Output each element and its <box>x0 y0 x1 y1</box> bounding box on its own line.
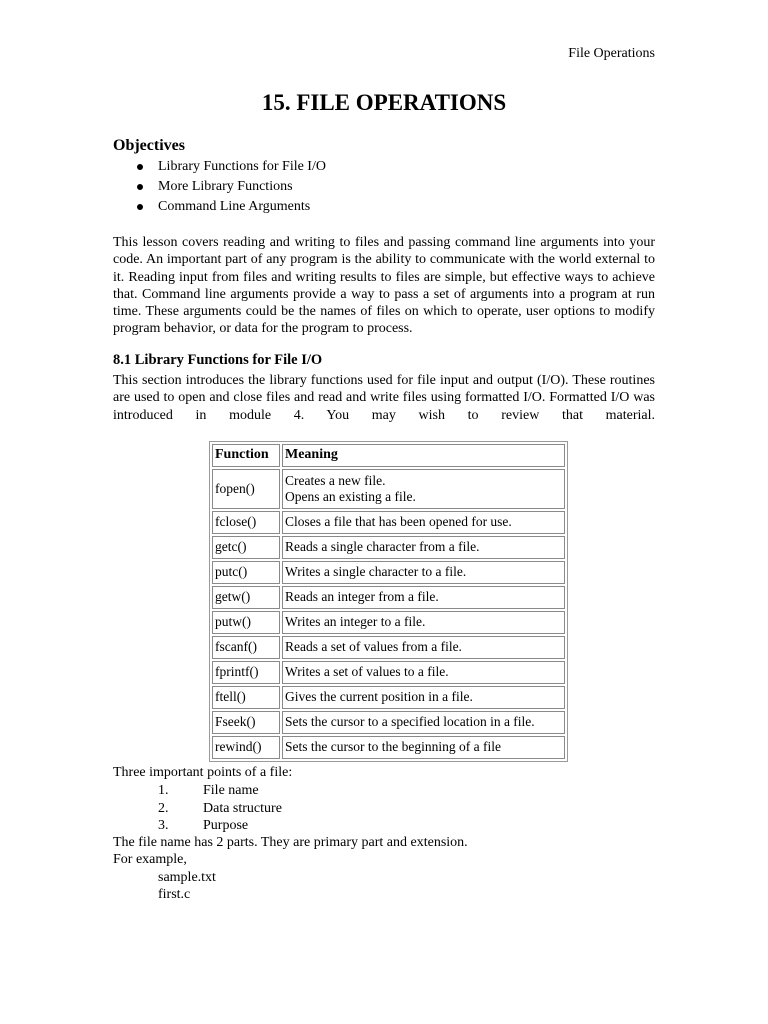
meaning-cell: Sets the cursor to a specified location in a file. <box>282 711 565 734</box>
table-row <box>212 536 565 559</box>
example-item: sample.txt <box>158 870 216 885</box>
list-item-label: More Library Functions <box>158 179 293 194</box>
table-row <box>212 736 565 759</box>
examples-list <box>158 869 216 903</box>
function-cell: getc() <box>212 536 280 559</box>
meaning-cell: Reads a single character from a file. <box>282 536 565 559</box>
function-cell: fclose() <box>212 511 280 534</box>
example-item: first.c <box>158 887 191 902</box>
table-row <box>212 636 565 659</box>
meaning-cell: Writes an integer to a file. <box>282 611 565 634</box>
table-row <box>212 561 565 584</box>
objectives-heading: Objectives <box>113 137 185 154</box>
meaning-cell: Writes a set of values to a file. <box>282 661 565 684</box>
meaning-cell: Gives the current position in a file. <box>282 686 565 709</box>
list-item-label: Command Line Arguments <box>158 199 311 214</box>
list-number: 2. <box>158 800 169 816</box>
list-number: 1. <box>158 783 169 798</box>
meaning-cell: Reads a set of values from a file. <box>282 636 565 659</box>
list-item-label: Purpose <box>203 818 249 833</box>
bullet-icon <box>137 164 143 170</box>
list-item <box>135 197 326 217</box>
list-item-label: Data structure <box>203 800 282 816</box>
function-cell: fopen() <box>212 469 280 509</box>
meaning-line: Creates a new file. <box>285 472 386 488</box>
meaning-cell: Writes a single character to a file. <box>282 561 565 584</box>
list-item-label: File name <box>203 783 259 798</box>
table-row <box>212 611 565 634</box>
list-item-label: Library Functions for File I/O <box>158 159 326 174</box>
column-header-function: Function <box>212 444 280 467</box>
section-heading: 8.1 Library Functions for File I/O <box>113 352 323 368</box>
intro-paragraph: This lesson covers reading and writing to files and passing command line arguments into your code. An important part of any program is the ability to communicate with the world external to it. Reading input from files and writing results to files are simple, but effective ways to achieve that. Command line arguments provide a way to pass a set of arguments into a program at run time. These arguments could be the names of files on which to operate, user options to modify program behavior, or data for the program to process. <box>113 235 655 337</box>
list-item <box>135 157 326 177</box>
list-item <box>135 177 326 197</box>
functions-table <box>209 441 568 762</box>
objectives-list <box>135 157 326 217</box>
points-intro: Three important points of a file: <box>113 765 293 780</box>
meaning-cell: Closes a file that has been opened for use. <box>282 511 565 534</box>
function-cell: rewind() <box>212 736 280 759</box>
function-cell: ftell() <box>212 686 280 709</box>
meaning-cell <box>282 469 565 509</box>
function-cell: putc() <box>212 561 280 584</box>
function-cell: putw() <box>212 611 280 634</box>
table-row <box>212 686 565 709</box>
meaning-cell: Reads an integer from a file. <box>282 586 565 609</box>
meaning-cell: Sets the cursor to the beginning of a file <box>282 736 565 759</box>
table-header-row <box>212 444 565 467</box>
function-cell: Fseek() <box>212 711 280 734</box>
section-paragraph: This section introduces the library functions used for file input and output (I/O). These routines are used to open and close files and read and write files using formatted I/O. Formatted I/O was introduced in module 4. You may wish to review that material. <box>113 373 655 423</box>
running-header: File Operations <box>568 46 655 61</box>
page-title: 15. FILE OPERATIONS <box>261 90 507 115</box>
bullet-icon <box>137 184 143 190</box>
function-cell: getw() <box>212 586 280 609</box>
function-cell: fprintf() <box>212 661 280 684</box>
table-row <box>212 661 565 684</box>
column-header-meaning: Meaning <box>282 444 565 467</box>
file-name-paragraph: The file name has 2 parts. They are primary part and extension. <box>113 835 468 850</box>
table-row <box>212 469 565 509</box>
function-cell: fscanf() <box>212 636 280 659</box>
bullet-icon <box>137 204 143 210</box>
table-row <box>212 711 565 734</box>
list-number: 3. <box>158 818 169 833</box>
table-row <box>212 586 565 609</box>
table-row <box>212 511 565 534</box>
meaning-line: Opens an existing a file. <box>285 489 416 504</box>
example-label: For example, <box>113 852 187 867</box>
